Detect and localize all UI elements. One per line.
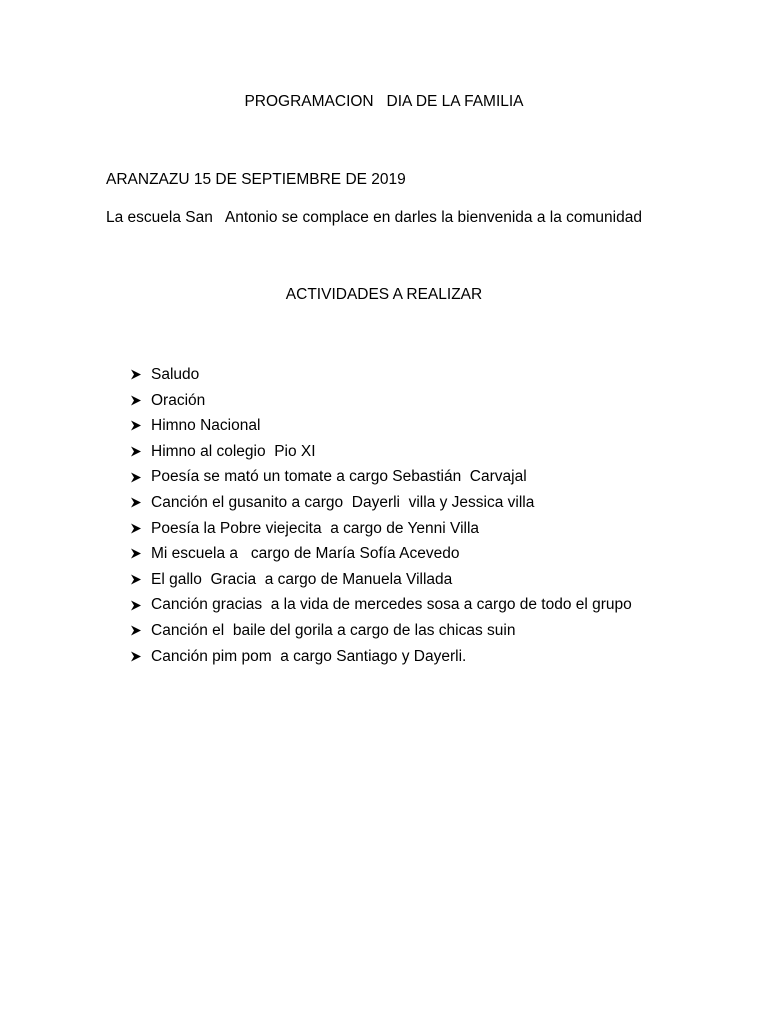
list-item bbox=[130, 439, 632, 465]
arrowhead-bullet-icon bbox=[130, 574, 151, 585]
page-title: PROGRAMACION DIA DE LA FAMILIA bbox=[244, 93, 524, 110]
list-item bbox=[130, 516, 632, 542]
list-item-label: Canción pim pom a cargo Santiago y Dayerli. bbox=[151, 647, 467, 665]
list-item bbox=[130, 490, 632, 516]
arrowhead-bullet-icon bbox=[130, 548, 151, 559]
list-item bbox=[130, 618, 632, 644]
arrowhead-bullet-icon bbox=[130, 651, 151, 662]
list-item-label: El gallo Gracia a cargo de Manuela Villada bbox=[151, 570, 453, 588]
arrowhead-bullet-icon bbox=[130, 497, 151, 508]
list-item-label: Saludo bbox=[151, 366, 200, 383]
section-title: ACTIVIDADES A REALIZAR bbox=[285, 286, 483, 303]
arrowhead-bullet-icon bbox=[130, 369, 151, 380]
intro-paragraph: La escuela San Antonio se complace en darles la bienvenida a la comunidad bbox=[106, 209, 642, 226]
list-item bbox=[130, 644, 632, 670]
list-item bbox=[130, 464, 632, 490]
list-item-label: Canción el baile del gorila a cargo de las chicas suin bbox=[151, 621, 516, 639]
list-item-label: Himno al colegio Pio XI bbox=[151, 442, 316, 460]
arrowhead-bullet-icon bbox=[130, 625, 151, 636]
list-item-label: Canción el gusanito a cargo Dayerli villa y Jessica villa bbox=[151, 493, 535, 511]
list-item bbox=[130, 541, 632, 567]
list-item bbox=[130, 592, 632, 618]
list-item bbox=[130, 413, 632, 439]
arrowhead-bullet-icon bbox=[130, 472, 151, 483]
arrowhead-bullet-icon bbox=[130, 395, 151, 406]
list-item-label: Himno Nacional bbox=[151, 417, 261, 435]
list-item-label: Canción gracias a la vida de mercedes sosa a cargo de todo el grupo bbox=[151, 596, 632, 614]
list-item-label: Mi escuela a cargo de María Sofía Acevedo bbox=[151, 545, 460, 563]
date-line: ARANZAZU 15 DE SEPTIEMBRE DE 2019 bbox=[106, 171, 406, 188]
arrowhead-bullet-icon bbox=[130, 446, 151, 457]
arrowhead-bullet-icon bbox=[130, 600, 151, 611]
activities-list bbox=[130, 362, 632, 669]
list-item bbox=[130, 388, 632, 414]
list-item bbox=[130, 567, 632, 593]
list-item-label: Poesía se mató un tomate a cargo Sebastián Carvajal bbox=[151, 468, 527, 486]
arrowhead-bullet-icon bbox=[130, 523, 151, 534]
arrowhead-bullet-icon bbox=[130, 420, 151, 431]
list-item bbox=[130, 362, 632, 388]
list-item-label: Oración bbox=[151, 391, 206, 409]
list-item-label: Poesía la Pobre viejecita a cargo de Yenni Villa bbox=[151, 519, 480, 537]
